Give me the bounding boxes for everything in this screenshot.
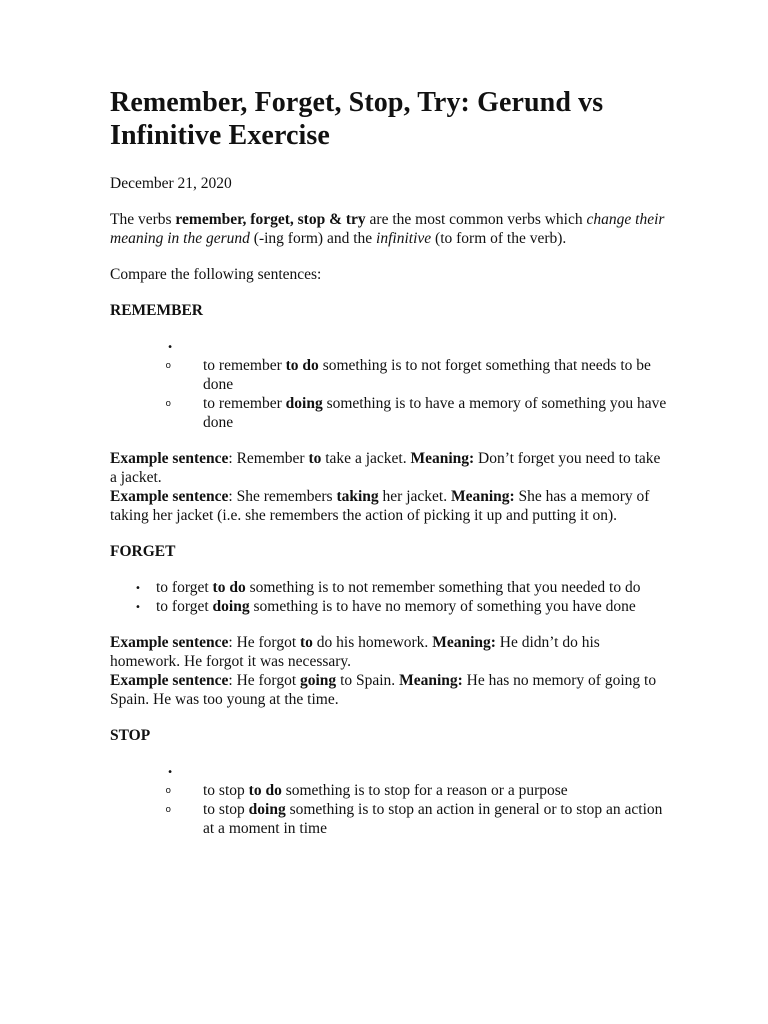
section-heading-stop: STOP (110, 727, 151, 744)
remember-list (165, 337, 670, 432)
bullet-icon: • (167, 767, 173, 778)
example-sentence: Example sentence: She remembers taking her jacket. Meaning: She has a memory of taking her jacket (i.e. she remembers the action of picking it up and putting it on). (110, 488, 650, 524)
remember-examples (110, 449, 670, 525)
list-item: o to stop doing something is to stop an action in general or to stop an action at a moment in time (173, 800, 670, 838)
section-heading-remember: REMEMBER (110, 302, 203, 319)
list-item: o to stop to do something is to stop for a reason or a purpose (173, 781, 670, 800)
circle-bullet-icon: o (165, 786, 171, 796)
compare-line: Compare the following sentences: (110, 266, 322, 283)
example-sentence: Example sentence: Remember to take a jacket. Meaning: Don’t forget you need to take a jacket. (110, 450, 661, 486)
article-date: December 21, 2020 (110, 175, 232, 192)
example-sentence: Example sentence: He forgot going to Spain. Meaning: He has no memory of going to Spain. He was too young at the time. (110, 672, 657, 708)
list-item: o to remember to do something is to not forget something that needs to be done (173, 356, 670, 394)
article-content (110, 86, 670, 838)
section-heading-forget: FORGET (110, 543, 176, 560)
list-item-empty (167, 762, 670, 781)
list-item: • to forget doing something is to have no memory of something you have done (128, 597, 670, 616)
stop-list (165, 762, 670, 838)
bullet-icon: • (135, 583, 141, 594)
list-item: o to remember doing something is to have a memory of something you have done (173, 394, 670, 432)
bullet-icon: • (167, 342, 173, 353)
circle-bullet-icon: o (165, 361, 171, 371)
intro-paragraph: The verbs remember, forget, stop & try are the most common verbs which change their meaning in the gerund (-ing form) and the infinitive (to form of the verb). (110, 211, 665, 247)
list-item: • to forget to do something is to not remember something that you needed to do (128, 578, 670, 597)
circle-bullet-icon: o (165, 399, 171, 409)
circle-bullet-icon: o (165, 805, 171, 815)
article-title: Remember, Forget, Stop, Try: Gerund vs Infinitive Exercise (110, 87, 604, 151)
forget-examples (110, 633, 670, 709)
bullet-icon: • (135, 602, 141, 613)
list-item-empty (167, 337, 670, 356)
example-sentence: Example sentence: He forgot to do his homework. Meaning: He didn’t do his homework. He forgot it was necessary. (110, 634, 600, 670)
forget-list (128, 578, 670, 616)
